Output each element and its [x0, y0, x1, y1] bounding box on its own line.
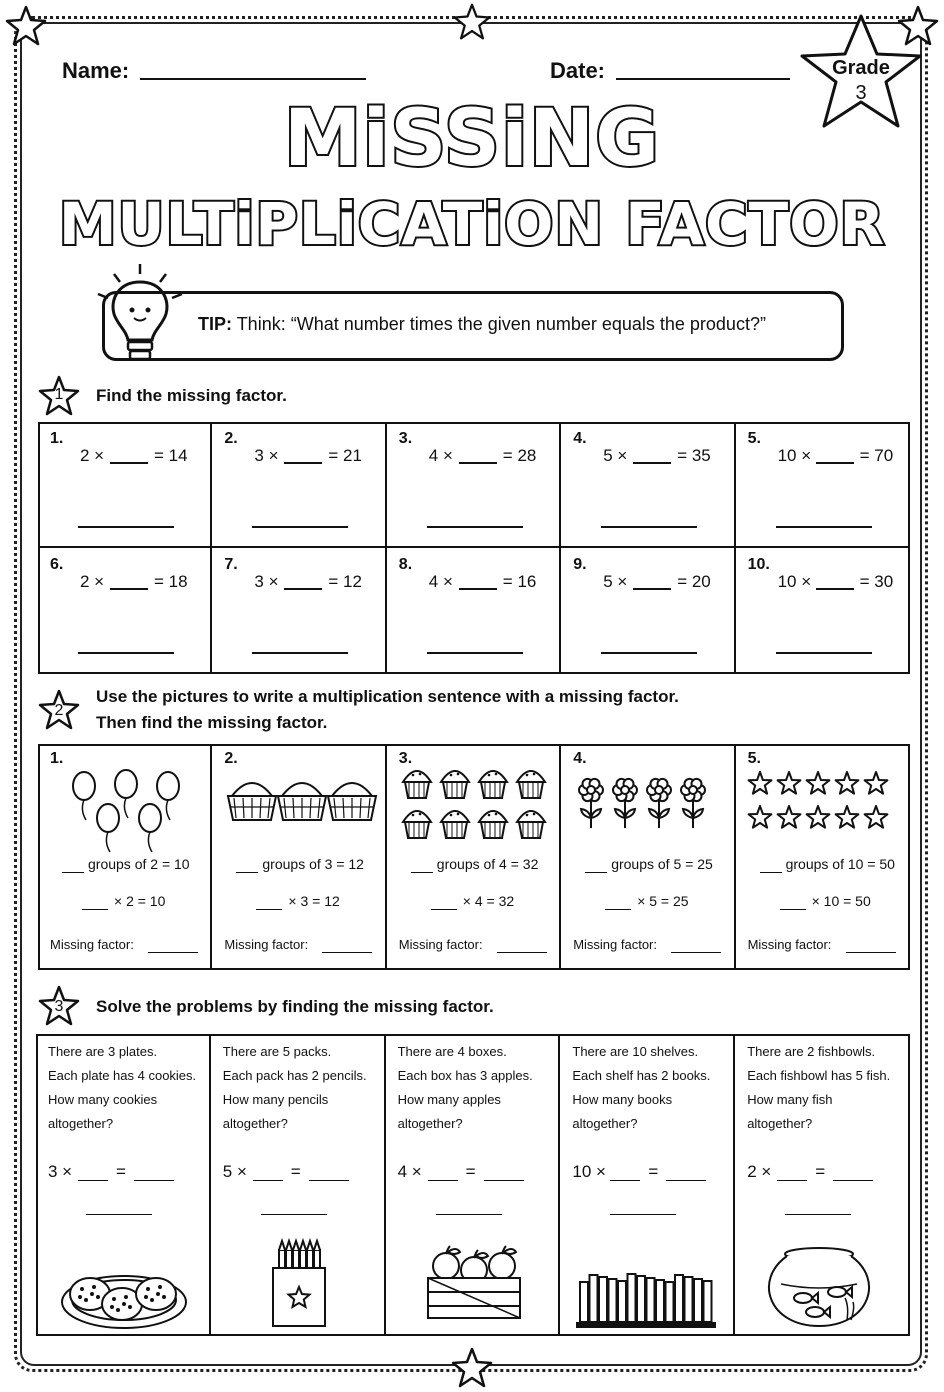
date-label: Date:: [550, 58, 606, 83]
cookies-plate-icon: [54, 1252, 194, 1332]
equation-left: 3 ×: [254, 446, 279, 465]
word-problem-cell: [386, 1034, 561, 1336]
blank-factor[interactable]: [459, 588, 497, 590]
word-problem-text: altogether?: [747, 1116, 813, 1131]
problem-number: 10.: [747, 556, 770, 573]
top-star-icon: [452, 2, 492, 42]
missing-factor-field[interactable]: [148, 952, 198, 953]
section-1-number: 1: [54, 386, 64, 403]
equals-sign: =: [815, 1162, 826, 1181]
problem-cell: [38, 422, 212, 548]
word-problem-text: How many fish: [747, 1092, 833, 1107]
apple-crate-icon: [424, 1244, 524, 1322]
word-problem-text: Each shelf has 2 books.: [572, 1068, 711, 1083]
groups-sentence: groups of 3 = 12: [262, 856, 364, 872]
blank-factor[interactable]: [633, 462, 671, 464]
answer-line[interactable]: [261, 1214, 327, 1215]
missing-factor-label: Missing factor:: [224, 937, 309, 952]
groups-sentence: groups of 5 = 25: [611, 856, 713, 872]
blank-factor[interactable]: [428, 1180, 458, 1181]
blank-factor[interactable]: [777, 1180, 807, 1181]
equation-left: 4 ×: [428, 572, 453, 591]
word-problem-cell: [735, 1034, 910, 1336]
name-field[interactable]: [140, 78, 366, 80]
answer-line[interactable]: [427, 526, 523, 528]
word-problem-text: altogether?: [397, 1116, 463, 1131]
problem-number: 3.: [398, 750, 413, 767]
answer-line[interactable]: [78, 652, 174, 654]
blank-product[interactable]: [309, 1180, 349, 1181]
equation-right: = 18: [154, 572, 188, 591]
equals-sign: =: [116, 1162, 126, 1181]
blank-product[interactable]: [666, 1180, 706, 1181]
problem-cell: [38, 548, 212, 674]
tip-label: TIP:: [198, 314, 232, 334]
problem-number: 5.: [747, 750, 761, 767]
problem-cell: [736, 548, 910, 674]
word-problem-text: Each plate has 4 cookies.: [48, 1068, 197, 1083]
blank-groups[interactable]: [585, 872, 607, 873]
problem-cell: [212, 422, 386, 548]
problem-number: 1.: [50, 430, 64, 447]
star-icon: [744, 770, 904, 834]
title-line-2: MULTiPLiCATiON FACTOR: [58, 190, 886, 258]
equation-left: 5 ×: [222, 1162, 247, 1181]
blank-factor[interactable]: [816, 588, 854, 590]
blank-factor[interactable]: [816, 462, 854, 464]
word-problem-text: How many cookies: [48, 1092, 158, 1107]
pencil-pack-icon: [269, 1238, 329, 1330]
blank-factor[interactable]: [256, 909, 282, 910]
word-problem-text: Each box has 3 apples.: [397, 1068, 533, 1083]
fishbowl-icon: [759, 1230, 883, 1330]
missing-factor-field[interactable]: [322, 952, 372, 953]
bottom-star-icon: [450, 1346, 494, 1390]
answer-line[interactable]: [601, 652, 697, 654]
blank-factor[interactable]: [459, 462, 497, 464]
equation-left: 10 ×: [777, 572, 812, 591]
problem-cell: [387, 548, 561, 674]
word-problem-text: There are 5 packs.: [222, 1044, 332, 1059]
equation-left: 5 ×: [603, 446, 628, 465]
corner-star-icon: [4, 4, 48, 48]
answer-line[interactable]: [86, 1214, 152, 1215]
word-problem-text: Each pack has 2 pencils.: [222, 1068, 367, 1083]
equation-right: = 14: [154, 446, 188, 465]
blank-factor[interactable]: [431, 909, 457, 910]
answer-line[interactable]: [776, 652, 872, 654]
answer-line[interactable]: [252, 526, 348, 528]
blank-factor[interactable]: [78, 1180, 108, 1181]
grade-label: Grade: [832, 57, 890, 79]
equals-sign: =: [290, 1162, 301, 1181]
word-problem-text: altogether?: [572, 1116, 638, 1131]
groups-sentence: groups of 2 = 10: [88, 856, 190, 872]
word-problem-text: altogether?: [48, 1116, 114, 1131]
balloon-icon: [46, 764, 206, 856]
equation-right: = 16: [502, 572, 537, 591]
word-problem-text: How many pencils: [222, 1092, 329, 1107]
answer-line[interactable]: [436, 1214, 502, 1215]
missing-factor-field[interactable]: [846, 952, 896, 953]
missing-factor-label: Missing factor:: [747, 937, 832, 952]
section-1-grid: [38, 422, 910, 674]
missing-factor-label: Missing factor:: [573, 937, 657, 952]
answer-line[interactable]: [427, 652, 523, 654]
blank-factor[interactable]: [253, 1180, 283, 1181]
equation-left: 2 ×: [80, 572, 105, 591]
picture-problem-cell: [212, 744, 386, 970]
section-2-heading-line-1: Use the pictures to write a multiplication sentence with a missing factor.: [96, 687, 679, 706]
groups-sentence: groups of 10 = 50: [785, 856, 895, 872]
equation-left: 2 ×: [747, 1162, 772, 1181]
blank-factor[interactable]: [110, 588, 148, 590]
word-problem-text: How many apples: [397, 1092, 501, 1107]
equation-left: 5 ×: [603, 572, 628, 591]
problem-cell: [387, 422, 561, 548]
missing-factor-field[interactable]: [497, 952, 547, 953]
problem-cell: [561, 422, 735, 548]
answer-line[interactable]: [252, 652, 348, 654]
picture-problem-cell: [38, 744, 212, 970]
equals-sign: =: [648, 1162, 659, 1181]
picture-problem-cell: [736, 744, 910, 970]
equation-right: = 70: [859, 446, 894, 465]
bookshelf-icon: [574, 1270, 718, 1330]
equals-sign: =: [465, 1162, 476, 1181]
name-label: Name:: [62, 58, 130, 83]
problem-number: 2.: [224, 750, 238, 767]
title-line-1: MiSSiNG: [283, 94, 661, 184]
blank-product[interactable]: [484, 1180, 524, 1181]
blank-groups[interactable]: [62, 872, 84, 873]
word-problem-text: How many books: [572, 1092, 673, 1107]
answer-line[interactable]: [601, 526, 697, 528]
problem-cell: [561, 548, 735, 674]
blank-factor[interactable]: [82, 909, 108, 910]
blank-factor[interactable]: [610, 1180, 640, 1181]
word-problem-text: altogether?: [222, 1116, 288, 1131]
missing-factor-label: Missing factor:: [398, 937, 483, 952]
blank-factor[interactable]: [284, 462, 322, 464]
problem-number: 3.: [398, 430, 413, 447]
word-problem-text: There are 2 fishbowls.: [747, 1044, 876, 1059]
date-field[interactable]: [616, 78, 790, 80]
problem-number: 5.: [747, 430, 761, 447]
problem-cell: [736, 422, 910, 548]
section-1-heading: Find the missing factor.: [96, 386, 287, 405]
word-problem-cell: [560, 1034, 735, 1336]
problem-number: 6.: [50, 556, 64, 573]
equation-right: = 30: [859, 572, 894, 591]
groups-sentence: groups of 4 = 32: [436, 856, 539, 872]
equation-right: = 35: [677, 446, 711, 465]
equation-right: = 20: [677, 572, 711, 591]
picture-problem-cell: [561, 744, 735, 970]
multiplication-sentence: × 10 = 50: [811, 893, 871, 909]
blank-product[interactable]: [134, 1180, 174, 1181]
problem-number: 9.: [573, 556, 587, 573]
multiplication-sentence: × 4 = 32: [462, 893, 515, 909]
equation-left: 4 ×: [397, 1162, 422, 1181]
multiplication-sentence: × 5 = 25: [637, 893, 689, 909]
multiplication-sentence: × 3 = 12: [288, 893, 340, 909]
cupcake-icon: [395, 760, 555, 846]
word-problem-text: There are 4 boxes.: [397, 1044, 507, 1059]
missing-factor-label: Missing factor:: [50, 937, 134, 952]
blank-factor[interactable]: [110, 462, 148, 464]
section-3-grid: [36, 1034, 910, 1336]
blank-product[interactable]: [833, 1180, 873, 1181]
section-3-heading: Solve the problems by finding the missing factor.: [96, 997, 494, 1016]
blank-groups[interactable]: [236, 872, 258, 873]
tip-body: Think: “What number times the given number equals the product?”: [236, 314, 766, 334]
tip-text: [198, 314, 766, 335]
equation-left: 10 ×: [572, 1162, 606, 1181]
answer-line[interactable]: [776, 526, 872, 528]
flower-icon: [569, 772, 729, 832]
equation-right: = 21: [328, 446, 362, 465]
word-problem-text: There are 3 plates.: [48, 1044, 158, 1059]
section-2-heading-line-2: Then find the missing factor.: [96, 713, 328, 732]
word-problem-cell: [36, 1034, 211, 1336]
problem-number: 4.: [573, 430, 587, 447]
answer-line[interactable]: [78, 526, 174, 528]
word-problem-text: Each fishbowl has 5 fish.: [747, 1068, 891, 1083]
answer-line[interactable]: [785, 1214, 851, 1215]
answer-line[interactable]: [610, 1214, 676, 1215]
section-2-grid: [38, 744, 910, 970]
equation-left: 3 ×: [48, 1162, 73, 1181]
equation-left: 4 ×: [428, 446, 453, 465]
blank-factor[interactable]: [605, 909, 631, 910]
problem-number: 4.: [573, 750, 587, 767]
multiplication-sentence: × 2 = 10: [114, 893, 166, 909]
blank-factor[interactable]: [780, 909, 806, 910]
blank-factor[interactable]: [284, 588, 322, 590]
equation-left: 2 ×: [80, 446, 105, 465]
section-2-number: 2: [54, 702, 64, 719]
blank-factor[interactable]: [633, 588, 671, 590]
problem-number: 2.: [224, 430, 238, 447]
equation-right: = 28: [502, 446, 537, 465]
word-problem-text: There are 10 shelves.: [572, 1044, 699, 1059]
missing-factor-field[interactable]: [671, 952, 721, 953]
equation-right: = 12: [328, 572, 362, 591]
grade-number: 3: [855, 82, 867, 104]
problem-cell: [212, 548, 386, 674]
picture-problem-cell: [387, 744, 561, 970]
blank-groups[interactable]: [411, 872, 433, 873]
problem-number: 1.: [50, 750, 64, 767]
blank-groups[interactable]: [760, 872, 782, 873]
equation-left: 3 ×: [254, 572, 279, 591]
problem-number: 7.: [224, 556, 238, 573]
equation-left: 10 ×: [777, 446, 812, 465]
word-problem-cell: [211, 1034, 386, 1336]
basket-icon: [220, 774, 380, 830]
problem-number: 8.: [398, 556, 413, 573]
section-3-number: 3: [54, 998, 64, 1015]
